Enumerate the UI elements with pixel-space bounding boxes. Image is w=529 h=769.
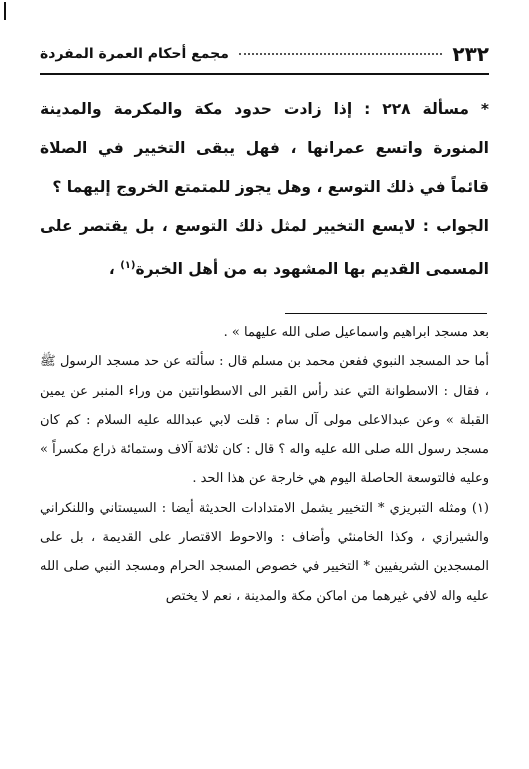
footnote-paragraph: بعد مسجد ابراهيم واسماعيل صلى الله عليهما » . [223,325,489,340]
main-text [40,90,489,289]
answer-tail: ، [108,260,115,279]
header-dot-leader [239,53,443,55]
footnote-separator [285,313,487,314]
footnote-paragraph: أما حد المسجد النبوي ففعن محمد بن مسلم قال : سألته عن حد مسجد الرسول ﷺ ، فقال : الاسطوانة التي عند رأس القبر الى الاسطوانتين من وراء المنبر عن يمين القبلة » وعن عبدالاعلى مولى آل سام : قلت لابي عبدالله عليه السلام : كم كان مسجد رسول الله صلى الله عليه واله ؟ قال : كان ثلاثة آلاف وستمائة ذراع مكسراً » وعليه فالتوسعة الحاصلة اليوم هي خارجة عن هذا الحد . [39,354,489,487]
question-paragraph [40,90,489,207]
footnotes [40,318,489,611]
question-label: * مسألة ٢٢٨ : [364,100,489,118]
header-rule [40,73,489,75]
page-number: ٢٣٢ [452,42,489,66]
running-header [40,38,489,70]
footnote-ref: (١) [120,260,136,271]
question-text: إذا زادت حدود مكة والمكرمة والمدينة المنورة واتسع عمرانها ، فهل يبقى التخيير في الصلاة قائماً في ذلك التوسع ، وهل يجوز للمتمتع الخروج إليهما ؟ [40,100,489,196]
answer-paragraph [40,207,489,289]
book-title: مجمع أحكام العمرة المفردة [40,46,229,62]
answer-label: الجواب : [422,217,489,235]
page-edge-mark [4,2,6,20]
answer-text: لايسع التخيير لمثل ذلك التوسع ، بل يقتصر على المسمى القديم بها المشهود به من أهل الخبرة [40,217,489,279]
footnote-paragraph: (١) ومثله التبريزي * التخيير يشمل الامتدادات الحديثة أيضا : السيستاني واللنكراني والشيرازي ، وكذا الخامنئي وأضاف : والاحوط الاقتصار على القديمة ، بل على المسجدين الشريفيين * التخيير في خصوص المسجد الحرام ومسجد النبي صلى الله عليه واله لافي غيرهما من اماكن مكة والمدينة ، نعم لا يختص [40,500,489,604]
